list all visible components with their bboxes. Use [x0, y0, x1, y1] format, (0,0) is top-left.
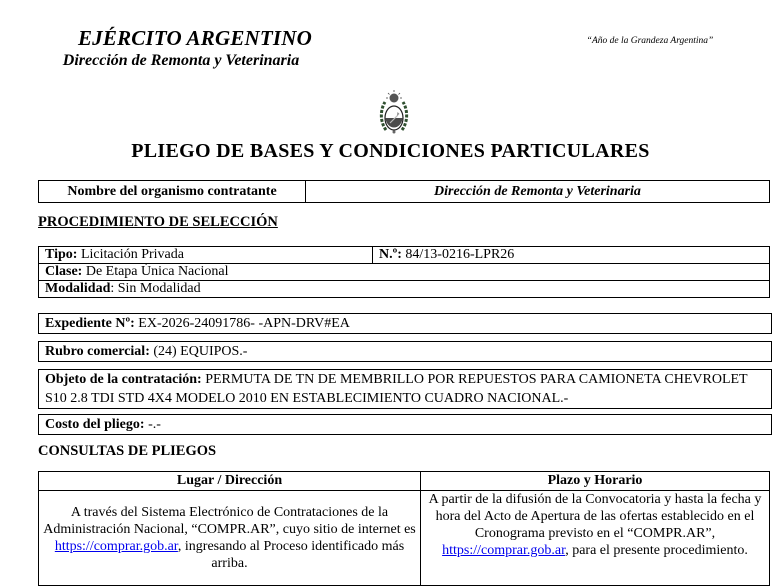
objeto-value: PERMUTA DE TN DE MEMBRILLO POR REPUESTOS PARA CAMIONETA CHEVROLET S10 2.8 TDI STD 4X4 MODELO 2010 EN ESTABLECIMIENTO CUADRO NACIONAL.-	[45, 372, 748, 406]
modalidad-label: Modalidad	[45, 281, 111, 296]
lugar-text: A través del Sistema Electrónico de Contrataciones de la Administración Nacional, “COMPR.AR”, cuyo sitio de internet es	[43, 505, 416, 537]
lugar-text-end: , ingresando al Proceso identificado más arriba.	[177, 539, 405, 571]
tipo-value: Licitación Privada	[77, 247, 184, 262]
numero-label: N.º:	[379, 247, 402, 262]
expediente-value: EX-2026-24091786- -APN-DRV#EA	[134, 316, 350, 331]
org-division: Dirección de Remonta y Veterinaria	[62, 52, 300, 69]
org-name: EJÉRCITO ARGENTINO	[77, 26, 313, 50]
plazo-cell	[421, 491, 770, 586]
costo-value: -.-	[144, 417, 161, 432]
objeto-box	[38, 369, 772, 409]
procedimiento-heading: PROCEDIMIENTO DE SELECCIÓN	[38, 214, 278, 230]
comprar-link[interactable]: https://comprar.gob.ar	[54, 539, 178, 554]
tipo-label: Tipo:	[45, 247, 78, 262]
clase-value: De Etapa Única Nacional	[82, 264, 229, 279]
plazo-column-header: Plazo y Horario	[421, 472, 770, 491]
tipo-cell	[39, 247, 373, 264]
numero-value: 84/13-0216-LPR26	[401, 247, 515, 262]
organismo-label: Nombre del organismo contratante	[39, 181, 306, 203]
expediente-label: Expediente Nº:	[45, 316, 135, 331]
consultas-heading: CONSULTAS DE PLIEGOS	[38, 443, 217, 459]
organismo-value: Dirección de Remonta y Veterinaria	[306, 181, 770, 203]
expediente-box	[38, 313, 772, 334]
lugar-cell	[39, 491, 421, 586]
national-coat-of-arms-icon	[379, 88, 409, 138]
modalidad-value: : Sin Modalidad	[110, 281, 201, 296]
plazo-text: A partir de la difusión de la Convocatoria y hasta la fecha y hora del Acto de Apertura de las ofertas establecido en el Cronograma previsto en el “COMPR.AR”,	[428, 492, 762, 541]
comprar-link-plazo[interactable]: https://comprar.gob.ar	[442, 543, 566, 558]
numero-cell	[373, 247, 770, 264]
modalidad-cell	[39, 281, 770, 298]
rubro-box	[38, 341, 772, 362]
lugar-column-header: Lugar / Dirección	[39, 472, 421, 491]
procedimiento-table	[38, 246, 770, 298]
document-title: PLIEGO DE BASES Y CONDICIONES PARTICULARES	[131, 140, 650, 162]
clase-label: Clase:	[45, 264, 83, 279]
objeto-label: Objeto de la contratación:	[45, 372, 202, 387]
clase-cell	[39, 264, 770, 281]
costo-label: Costo del pliego:	[45, 417, 145, 432]
year-motto: “Año de la Grandeza Argentina”	[586, 36, 714, 46]
costo-box	[38, 414, 772, 435]
rubro-value: (24) EQUIPOS.-	[149, 344, 248, 359]
plazo-text-end: , para el presente procedimiento.	[565, 543, 748, 558]
consultas-table	[38, 471, 770, 586]
rubro-label: Rubro comercial:	[45, 344, 150, 359]
organismo-table	[38, 180, 770, 203]
